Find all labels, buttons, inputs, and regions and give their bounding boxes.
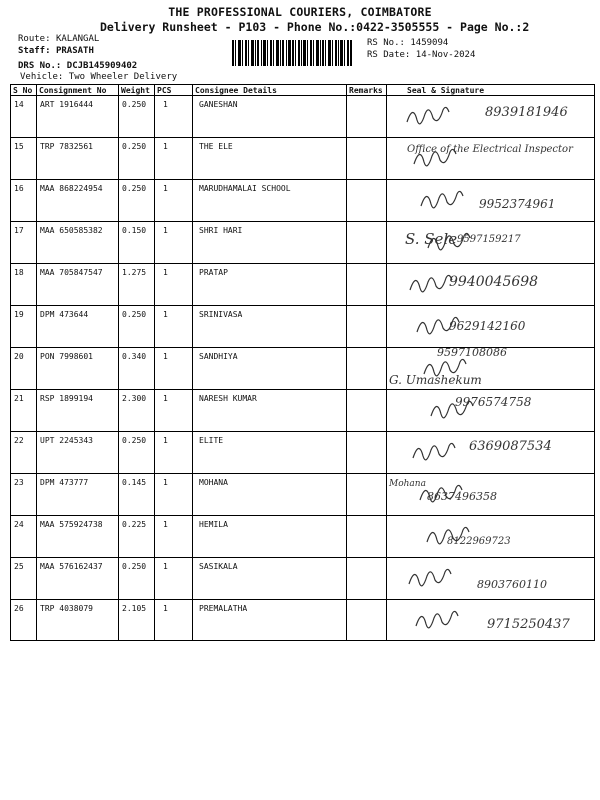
rs-date-line [367, 50, 475, 60]
handwritten-signature [387, 516, 593, 560]
rs-no-line [367, 38, 448, 48]
weight-cell: 0.250 [119, 306, 155, 348]
sno-cell: 22 [11, 432, 37, 474]
table-row [11, 264, 595, 306]
consignee-cell: MOHANA [193, 474, 347, 516]
consignment-cell: MAA 575924738 [37, 516, 119, 558]
handwritten-phone: 9597159217 [457, 234, 521, 245]
staff-value: PRASATH [55, 46, 94, 56]
handwritten-phone: 8637496358 [427, 490, 497, 503]
remarks-cell [347, 474, 387, 516]
consignee-cell: MARUDHAMALAI SCHOOL [193, 180, 347, 222]
remarks-cell [347, 390, 387, 432]
signature-cell [387, 432, 595, 474]
signature-cell [387, 516, 595, 558]
col-header-consignment: Consignment No [37, 85, 119, 96]
consignee-cell: PREMALATHA [193, 600, 347, 641]
consignment-cell: RSP 1899194 [37, 390, 119, 432]
sno-cell: 24 [11, 516, 37, 558]
signature-scribble [407, 107, 449, 123]
sno-cell: 16 [11, 180, 37, 222]
weight-cell: 0.250 [119, 432, 155, 474]
sno-cell: 21 [11, 390, 37, 432]
weight-cell: 2.105 [119, 600, 155, 641]
consignment-cell: ART 1916444 [37, 96, 119, 138]
drs-label: DRS No.: [18, 61, 62, 71]
consignee-cell: SANDHIYA [193, 348, 347, 390]
handwritten-phone: 8903760110 [477, 578, 547, 591]
signature-scribble [410, 275, 452, 291]
sno-cell: 17 [11, 222, 37, 264]
handwritten-phone: 9597108086 [437, 348, 507, 359]
pcs-cell: 1 [155, 138, 193, 180]
rs-date-value: 14-Nov-2024 [415, 50, 476, 60]
pcs-cell: 1 [155, 558, 193, 600]
handwritten-phone: 9976574758 [455, 395, 532, 409]
consignment-cell: TRP 4038079 [37, 600, 119, 641]
col-header-consignee: Consignee Details [193, 85, 347, 96]
consignment-cell: MAA 705847547 [37, 264, 119, 306]
pcs-cell: 1 [155, 474, 193, 516]
consignment-cell: UPT 2245343 [37, 432, 119, 474]
consignment-cell: TRP 7832561 [37, 138, 119, 180]
table-header-row [11, 85, 595, 96]
consignee-cell: SASIKALA [193, 558, 347, 600]
handwritten-phone: 9629142160 [449, 319, 526, 333]
col-header-weight: Weight [119, 85, 155, 96]
pcs-cell: 1 [155, 180, 193, 222]
col-header-remarks: Remarks [347, 85, 387, 96]
signature-cell [387, 96, 595, 138]
sno-cell: 14 [11, 96, 37, 138]
weight-cell: 1.275 [119, 264, 155, 306]
sno-cell: 23 [11, 474, 37, 516]
handwritten-phone: 9952374961 [479, 197, 556, 211]
drs-line [18, 61, 137, 71]
handwritten-phone: 8122969723 [447, 536, 511, 547]
handwritten-signature [387, 558, 593, 602]
handwritten-name: S. Sele [405, 230, 458, 248]
handwritten-phone: 8939181946 [485, 105, 568, 120]
pcs-cell: 1 [155, 96, 193, 138]
signature-cell [387, 600, 595, 641]
signature-cell [387, 348, 595, 390]
sno-cell: 25 [11, 558, 37, 600]
drs-value: DCJB145909402 [66, 61, 138, 71]
remarks-cell [347, 306, 387, 348]
barcode-image [232, 40, 352, 66]
table-row [11, 138, 595, 180]
remarks-cell [347, 180, 387, 222]
rs-date-label: RS Date: [367, 50, 411, 60]
handwritten-signature [387, 96, 593, 140]
sno-cell: 26 [11, 600, 37, 641]
table-row [11, 180, 595, 222]
remarks-cell [347, 432, 387, 474]
consignee-cell: GANESHAN [193, 96, 347, 138]
handwritten-phone: 6369087534 [469, 439, 552, 454]
consignee-cell: PRATAP [193, 264, 347, 306]
pcs-cell: 1 [155, 432, 193, 474]
handwritten-extra: G. Umashekum [389, 373, 482, 387]
pcs-cell: 1 [155, 348, 193, 390]
signature-cell [387, 222, 595, 264]
pcs-cell: 1 [155, 600, 193, 641]
weight-cell: 0.250 [119, 96, 155, 138]
remarks-cell [347, 600, 387, 641]
remarks-cell [347, 138, 387, 180]
consignment-cell: MAA 868224954 [37, 180, 119, 222]
pcs-cell: 1 [155, 222, 193, 264]
consignee-cell: SHRI HARI [193, 222, 347, 264]
consignment-cell: MAA 650585382 [37, 222, 119, 264]
signature-cell [387, 138, 595, 180]
signature-cell [387, 390, 595, 432]
rs-no-value: 1459094 [410, 38, 449, 48]
consignee-cell: THE ELE [193, 138, 347, 180]
handwritten-signature [387, 432, 593, 476]
remarks-cell [347, 558, 387, 600]
table-row [11, 558, 595, 600]
consignee-cell: HEMILA [193, 516, 347, 558]
handwritten-signature [387, 306, 593, 350]
handwritten-signature [387, 390, 593, 434]
table-row [11, 474, 595, 516]
vehicle-value: Two Wheeler Delivery [68, 72, 178, 82]
weight-cell: 0.340 [119, 348, 155, 390]
signature-scribble [413, 443, 455, 459]
route-line [18, 34, 99, 44]
table-row [11, 600, 595, 641]
table-row [11, 306, 595, 348]
table-row [11, 390, 595, 432]
weight-cell: 0.225 [119, 516, 155, 558]
handwritten-signature [387, 264, 593, 308]
signature-scribble [416, 611, 458, 627]
remarks-cell [347, 222, 387, 264]
weight-cell: 0.250 [119, 558, 155, 600]
signature-cell [387, 264, 595, 306]
company-name: THE PROFESSIONAL COURIERS, COIMBATORE [168, 5, 432, 19]
handwritten-phone: 9940045698 [449, 274, 539, 290]
weight-cell: 0.250 [119, 180, 155, 222]
consignment-cell: PON 7998601 [37, 348, 119, 390]
remarks-cell [347, 96, 387, 138]
sno-cell: 19 [11, 306, 37, 348]
weight-cell: 0.145 [119, 474, 155, 516]
remarks-cell [347, 348, 387, 390]
signature-cell [387, 180, 595, 222]
sno-cell: 20 [11, 348, 37, 390]
table-row [11, 432, 595, 474]
sno-cell: 15 [11, 138, 37, 180]
handwritten-phone: 9715250437 [487, 617, 570, 632]
table-row [11, 348, 595, 390]
table-row [11, 516, 595, 558]
staff-line [18, 46, 94, 56]
weight-cell: 2.300 [119, 390, 155, 432]
col-header-signature: Seal & Signature [387, 85, 595, 96]
route-label: Route: [18, 34, 51, 44]
weight-cell: 0.150 [119, 222, 155, 264]
col-header-sno: S No [11, 85, 37, 96]
remarks-cell [347, 516, 387, 558]
route-value: KALANGAL [55, 34, 100, 44]
signature-cell [387, 558, 595, 600]
signature-cell [387, 306, 595, 348]
table-row [11, 222, 595, 264]
handwritten-signature [387, 180, 593, 224]
col-header-pcs: PCS [155, 85, 193, 96]
sno-cell: 18 [11, 264, 37, 306]
handwritten-signature [387, 222, 593, 266]
handwritten-signature [387, 474, 593, 518]
runsheet-table [10, 84, 595, 641]
handwritten-name: Office of the Electrical Inspector [407, 144, 573, 155]
handwritten-signature [387, 348, 593, 392]
consignee-cell: NARESH KUMAR [193, 390, 347, 432]
handwritten-signature [387, 138, 593, 182]
vehicle-label: Vehicle: [20, 72, 64, 82]
signature-scribble [421, 191, 463, 207]
consignee-cell: ELITE [193, 432, 347, 474]
staff-label: Staff: [18, 46, 51, 56]
pcs-cell: 1 [155, 264, 193, 306]
weight-cell: 0.250 [119, 138, 155, 180]
pcs-cell: 1 [155, 516, 193, 558]
rs-no-label: RS No.: [367, 38, 405, 48]
runsheet-subtitle: Delivery Runsheet - P103 - Phone No.:0422-3505555 - Page No.:2 [100, 20, 530, 34]
table-row [11, 96, 595, 138]
vehicle-line [20, 72, 177, 82]
handwritten-signature [387, 600, 593, 644]
consignment-cell: MAA 576162437 [37, 558, 119, 600]
signature-cell [387, 474, 595, 516]
pcs-cell: 1 [155, 306, 193, 348]
consignment-cell: DPM 473644 [37, 306, 119, 348]
consignment-cell: DPM 473777 [37, 474, 119, 516]
remarks-cell [347, 264, 387, 306]
signature-scribble [409, 569, 451, 585]
handwritten-name: Mohana [389, 479, 426, 489]
consignee-cell: SRINIVASA [193, 306, 347, 348]
pcs-cell: 1 [155, 390, 193, 432]
